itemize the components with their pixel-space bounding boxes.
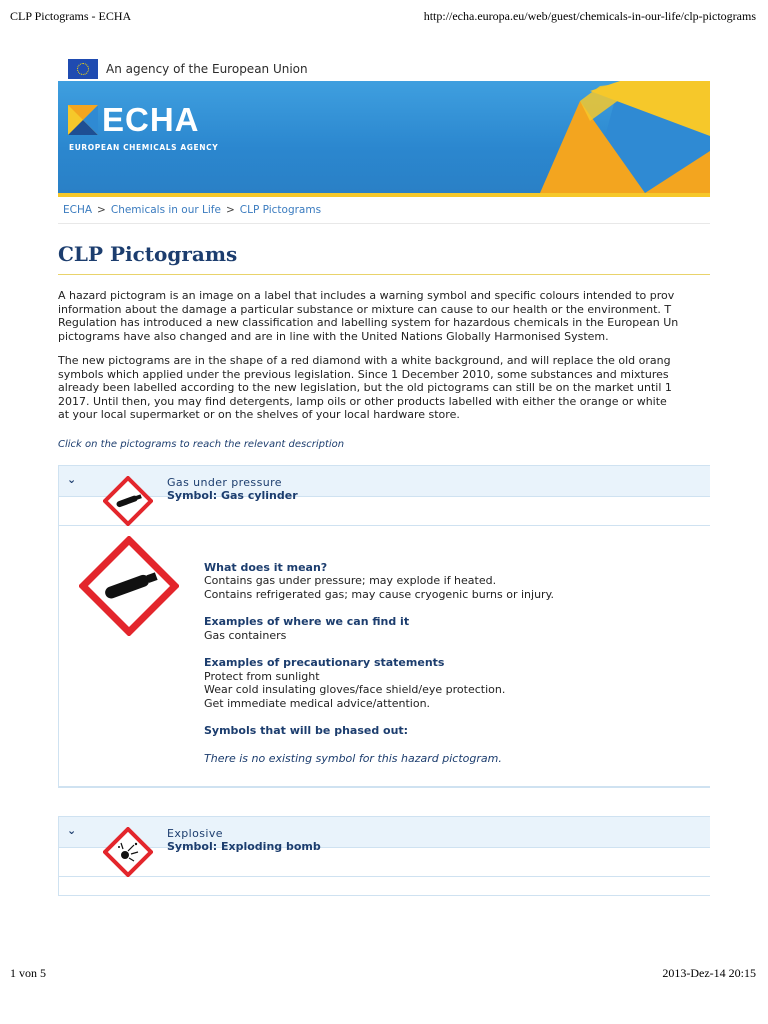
meaning-line: Contains refrigerated gas; may cause cryogenic burns or injury. (204, 587, 555, 601)
echa-logo[interactable] (68, 101, 200, 138)
pictogram-gas-under-pressure (58, 465, 710, 788)
intro-paragraph-2 (58, 354, 710, 422)
accordion-spacer (59, 497, 710, 526)
accordion-header-explosive[interactable] (59, 817, 710, 853)
pictogram-explosive (58, 816, 710, 896)
print-page-number: 1 von 5 (10, 966, 46, 980)
accordion-title-explosive[interactable] (167, 827, 321, 853)
header-banner (58, 81, 710, 197)
intro-line: information about the damage a particular substance or mixture can cause to our health or the environment. T (58, 302, 672, 316)
accordion-spacer (59, 848, 710, 877)
meaning-line: Contains gas under pressure; may explode if heated. (204, 574, 497, 587)
phased-text: There is no existing symbol for this hazard pictogram. (204, 751, 502, 765)
meaning-heading: What does it mean? (204, 560, 328, 574)
intro-line: at your local supermarket or on the shelves of your local hardware store. (58, 408, 460, 421)
breadcrumb-item-echa[interactable]: ECHA (63, 204, 93, 216)
chevron-down-icon[interactable]: ⌄ (67, 472, 77, 486)
echa-page (58, 56, 710, 896)
eu-agency-bar (58, 56, 710, 81)
print-title: CLP Pictograms - ECHA (10, 9, 132, 23)
echa-logo-icon (68, 105, 98, 135)
precaution-line: Get immediate medical advice/attention. (204, 696, 431, 710)
eu-agency-text: An agency of the European Union (106, 61, 308, 76)
precaution-line: Protect from sunlight (204, 669, 320, 683)
pictogram-detail-gas (59, 526, 710, 787)
print-footer (10, 966, 756, 981)
accordion-header-gas[interactable] (59, 466, 710, 502)
pictogram-info (204, 561, 554, 766)
print-header (10, 9, 756, 24)
breadcrumb (58, 197, 710, 224)
gas-cylinder-icon[interactable] (103, 476, 153, 526)
where-heading: Examples of where we can find it (204, 615, 410, 628)
intro-line: 2017. Until then, you may find detergents, lamp oils or other products labelled with either the orange or white (58, 394, 667, 408)
phased-heading: Symbols that will be phased out: (204, 724, 409, 737)
echa-logo-text: ECHA (102, 101, 200, 138)
page-title: CLP Pictograms (58, 242, 710, 275)
precaution-line: Wear cold insulating gloves/face shield/eye protection. (204, 683, 506, 696)
breadcrumb-item-chemicals[interactable]: Chemicals in our Life (110, 204, 221, 216)
intro-paragraph-1 (58, 289, 710, 343)
breadcrumb-separator: > (225, 204, 235, 216)
accordion-title-gas[interactable] (167, 476, 298, 502)
intro-line: already been labelled according to the new legislation, but the old pictograms can still be on the market until 1 (58, 381, 672, 394)
precaution-heading: Examples of precautionary statements (204, 656, 445, 669)
exploding-bomb-icon[interactable] (103, 827, 153, 877)
pictogram-hint: Click on the pictograms to reach the relevant description (58, 438, 345, 450)
intro-line: A hazard pictogram is an image on a label that includes a warning symbol and specific colours intended to prov (58, 289, 675, 302)
intro-line: symbols which applied under the previous legislation. Since 1 December 2010, some substances and mixtures (58, 367, 669, 381)
pictogram-name: Explosive (167, 826, 223, 840)
breadcrumb-item-clp[interactable]: CLP Pictograms (239, 204, 322, 216)
intro-line: pictograms have also changed and are in line with the United Nations Globally Harmonised System. (58, 329, 609, 343)
pictogram-symbol: Symbol: Exploding bomb (167, 839, 321, 853)
where-line: Gas containers (204, 628, 287, 642)
pictogram-name: Gas under pressure (167, 475, 282, 489)
gas-cylinder-icon (79, 536, 179, 636)
chevron-down-icon[interactable]: ⌄ (67, 823, 77, 837)
intro-line: Regulation has introduced a new classification and labelling system for hazardous chemicals in the European Un (58, 316, 679, 329)
banner-rays-graphic (470, 81, 710, 193)
eu-flag-icon (68, 59, 98, 79)
pictogram-symbol: Symbol: Gas cylinder (167, 488, 298, 502)
intro-line: The new pictograms are in the shape of a red diamond with a white background, and will replace the old orang (58, 354, 671, 367)
echa-logo-subtitle: EUROPEAN CHEMICALS AGENCY (69, 143, 219, 152)
print-url: http://echa.europa.eu/web/guest/chemicals-in-our-life/clp-pictograms (423, 9, 756, 23)
breadcrumb-separator: > (97, 204, 106, 216)
print-datetime: 2013-Dez-14 20:15 (662, 966, 756, 980)
